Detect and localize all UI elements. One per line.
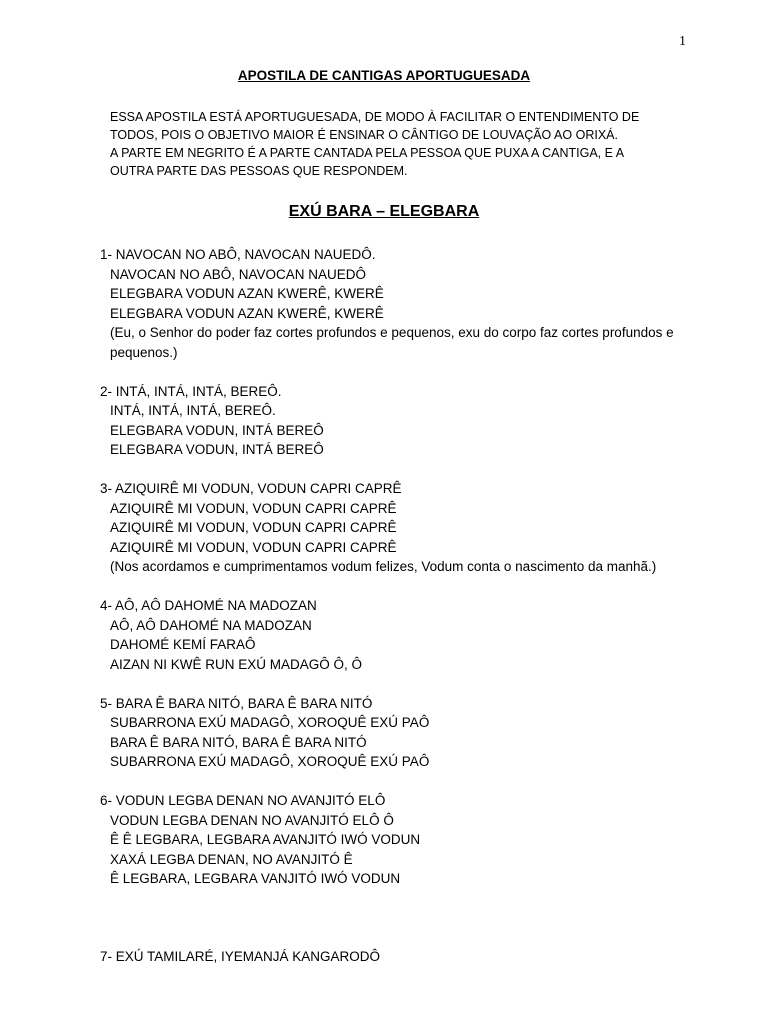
song-translation: (Nos acordamos e cumprimentamos vodum felizes, Vodum conta o nascimento da manhã.) bbox=[110, 559, 657, 574]
song-line: Ê Ê LEGBARA, LEGBARA AVANJITÓ IWÓ VODUN bbox=[110, 832, 421, 847]
song-item bbox=[100, 791, 700, 889]
song-first-line: 6- VODUN LEGBA DENAN NO AVANJITÓ ELÔ bbox=[100, 793, 386, 808]
song-line: NAVOCAN NO ABÔ, NAVOCAN NAUEDÔ bbox=[110, 266, 367, 282]
song-item bbox=[100, 479, 700, 577]
song-item bbox=[100, 382, 700, 460]
song-line: ELEGBARA VODUN, INTÁ BEREÔ bbox=[110, 442, 324, 457]
song-first-line: 4- AÔ, AÔ DAHOMÉ NA MADOZAN bbox=[100, 598, 317, 613]
song-line: VODUN LEGBA DENAN NO AVANJITÓ ELÔ Ô bbox=[110, 812, 394, 828]
song-line: AZIQUIRÊ MI VODUN, VODUN CAPRI CAPRÊ bbox=[110, 539, 397, 555]
song-line: AZIQUIRÊ MI VODUN, VODUN CAPRI CAPRÊ bbox=[110, 520, 397, 535]
song-line: AIZAN NI KWÊ RUN EXÚ MADAGÔ Ô, Ô bbox=[110, 656, 363, 672]
song-item bbox=[100, 245, 700, 362]
song-line: INTÁ, INTÁ, INTÁ, BEREÔ. bbox=[110, 403, 276, 418]
intro-line: OUTRA PARTE DAS PESSOAS QUE RESPONDEM. bbox=[110, 164, 408, 178]
song-line: SUBARRONA EXÚ MADAGÔ, XOROQUÊ EXÚ PAÔ bbox=[110, 715, 430, 730]
song-list bbox=[100, 245, 700, 986]
song-line: BARA Ê BARA NITÓ, BARA Ê BARA NITÓ bbox=[110, 734, 367, 750]
song-item bbox=[100, 947, 700, 967]
spacer bbox=[100, 908, 700, 947]
intro-line: A PARTE EM NEGRITO É A PARTE CANTADA PELA PESSOA QUE PUXA A CANTIGA, E A bbox=[110, 146, 625, 160]
song-translation: (Eu, o Senhor do poder faz cortes profundos e pequenos, exu do corpo faz cortes profundos e pequenos.) bbox=[110, 325, 674, 360]
song-first-line: 3- AZIQUIRÊ MI VODUN, VODUN CAPRI CAPRÊ bbox=[100, 481, 402, 496]
section-title: EXÚ BARA – ELEGBARA bbox=[288, 203, 480, 220]
song-line: ELEGBARA VODUN AZAN KWERÊ, KWERÊ bbox=[110, 286, 384, 301]
song-item bbox=[100, 596, 700, 674]
song-first-line: 2- INTÁ, INTÁ, INTÁ, BEREÔ. bbox=[100, 383, 282, 399]
song-line: ELEGBARA VODUN AZAN KWERÊ, KWERÊ bbox=[110, 305, 384, 321]
song-line: AÔ, AÔ DAHOMÉ NA MADOZAN bbox=[110, 617, 312, 633]
song-line: ELEGBARA VODUN, INTÁ BEREÔ bbox=[110, 422, 324, 438]
song-item bbox=[100, 694, 700, 772]
song-line: Ê LEGBARA, LEGBARA VANJITÓ IWÓ VODUN bbox=[110, 871, 401, 886]
intro-line: ESSA APOSTILA ESTÁ APORTUGUESADA, DE MODO À FACILITAR O ENTENDIMENTO DE bbox=[110, 110, 640, 124]
song-first-line: 7- EXÚ TAMILARÉ, IYEMANJÁ KANGARODÔ bbox=[100, 949, 381, 964]
song-line: AZIQUIRÊ MI VODUN, VODUN CAPRI CAPRÊ bbox=[110, 500, 397, 516]
intro-paragraph bbox=[110, 108, 710, 180]
page-number: 1 bbox=[679, 34, 686, 49]
song-line: DAHOMÉ KEMÍ FARAÔ bbox=[110, 637, 256, 652]
song-first-line: 1- NAVOCAN NO ABÔ, NAVOCAN NAUEDÔ. bbox=[100, 247, 376, 262]
song-line: XAXÁ LEGBA DENAN, NO AVANJITÓ Ê bbox=[110, 851, 353, 867]
song-line: SUBARRONA EXÚ MADAGÔ, XOROQUÊ EXÚ PAÔ bbox=[110, 754, 430, 769]
song-first-line: 5- BARA Ê BARA NITÓ, BARA Ê BARA NITÓ bbox=[100, 695, 373, 711]
document-title: APOSTILA DE CANTIGAS APORTUGUESADA bbox=[237, 68, 531, 83]
intro-line: TODOS, POIS O OBJETIVO MAIOR É ENSINAR O CÂNTIGO DE LOUVAÇÃO AO ORIXÁ. bbox=[110, 128, 618, 142]
